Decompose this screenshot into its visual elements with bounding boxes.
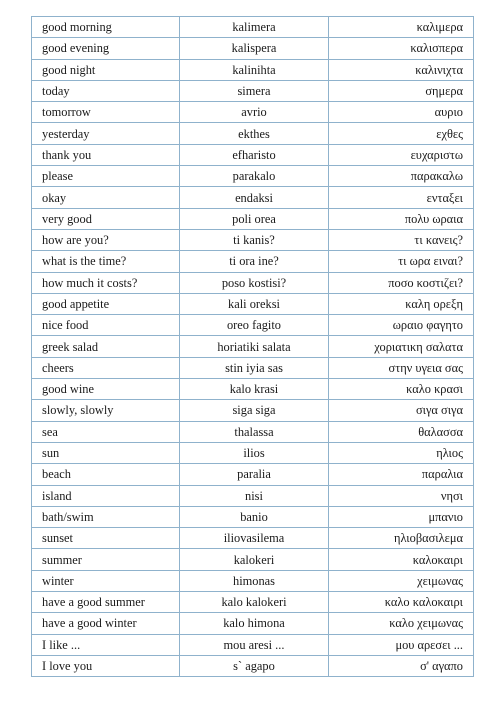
english-phrase-cell: tomorrow — [32, 102, 180, 123]
greek-phrase-cell: αυριο — [329, 102, 474, 123]
greek-phrase-cell: ηλιος — [329, 442, 474, 463]
greek-phrase-cell: χειμωνας — [329, 570, 474, 591]
table-row — [32, 208, 474, 229]
transliteration-cell: siga siga — [180, 400, 329, 421]
greek-phrase-cell: ωραιο φαγητο — [329, 315, 474, 336]
english-phrase-cell: yesterday — [32, 123, 180, 144]
transliteration-cell: kalo krasi — [180, 379, 329, 400]
table-row — [32, 613, 474, 634]
english-phrase-cell: thank you — [32, 144, 180, 165]
table-row — [32, 166, 474, 187]
table-row — [32, 570, 474, 591]
english-phrase-cell: beach — [32, 464, 180, 485]
transliteration-cell: oreo fagito — [180, 315, 329, 336]
transliteration-cell: stin iyia sas — [180, 357, 329, 378]
table-row — [32, 592, 474, 613]
greek-phrase-cell: μου αρεσει ... — [329, 634, 474, 655]
table-row — [32, 293, 474, 314]
transliteration-cell: banio — [180, 506, 329, 527]
phrase-table — [31, 16, 474, 677]
table-row — [32, 655, 474, 676]
greek-phrase-cell: καλη ορεξη — [329, 293, 474, 314]
table-row — [32, 272, 474, 293]
greek-phrase-cell: μπανιο — [329, 506, 474, 527]
table-row — [32, 528, 474, 549]
english-phrase-cell: please — [32, 166, 180, 187]
greek-phrase-cell: στην υγεια σας — [329, 357, 474, 378]
transliteration-cell: nisi — [180, 485, 329, 506]
greek-phrase-cell: ευχαριστω — [329, 144, 474, 165]
english-phrase-cell: I love you — [32, 655, 180, 676]
table-row — [32, 634, 474, 655]
english-phrase-cell: good wine — [32, 379, 180, 400]
greek-phrase-cell: καλο κρασι — [329, 379, 474, 400]
table-row — [32, 379, 474, 400]
transliteration-cell: kalo himona — [180, 613, 329, 634]
table-row — [32, 187, 474, 208]
greek-phrase-cell: τι ωρα ειναι? — [329, 251, 474, 272]
table-row — [32, 485, 474, 506]
transliteration-cell: s` agapo — [180, 655, 329, 676]
english-phrase-cell: how much it costs? — [32, 272, 180, 293]
greek-phrase-cell: ηλιοβασιλεμα — [329, 528, 474, 549]
english-phrase-cell: have a good summer — [32, 592, 180, 613]
transliteration-cell: efharisto — [180, 144, 329, 165]
greek-phrase-cell: θαλασσα — [329, 421, 474, 442]
english-phrase-cell: good night — [32, 59, 180, 80]
english-phrase-cell: how are you? — [32, 229, 180, 250]
table-row — [32, 17, 474, 38]
table-row — [32, 315, 474, 336]
transliteration-cell: ti kanis? — [180, 229, 329, 250]
transliteration-cell: simera — [180, 80, 329, 101]
english-phrase-cell: okay — [32, 187, 180, 208]
greek-phrase-cell: σιγα σιγα — [329, 400, 474, 421]
english-phrase-cell: sea — [32, 421, 180, 442]
table-row — [32, 144, 474, 165]
english-phrase-cell: bath/swim — [32, 506, 180, 527]
table-row — [32, 59, 474, 80]
english-phrase-cell: have a good winter — [32, 613, 180, 634]
table-row — [32, 229, 474, 250]
greek-phrase-cell: καλοκαιρι — [329, 549, 474, 570]
greek-phrase-cell: καλισπερα — [329, 38, 474, 59]
table-row — [32, 506, 474, 527]
english-phrase-cell: cheers — [32, 357, 180, 378]
english-phrase-cell: nice food — [32, 315, 180, 336]
english-phrase-cell: greek salad — [32, 336, 180, 357]
transliteration-cell: kalispera — [180, 38, 329, 59]
transliteration-cell: avrio — [180, 102, 329, 123]
english-phrase-cell: summer — [32, 549, 180, 570]
english-phrase-cell: good morning — [32, 17, 180, 38]
greek-phrase-cell: χοριατικη σαλατα — [329, 336, 474, 357]
transliteration-cell: thalassa — [180, 421, 329, 442]
greek-phrase-cell: τι κανεις? — [329, 229, 474, 250]
greek-phrase-cell: πολυ ωραια — [329, 208, 474, 229]
transliteration-cell: mou aresi ... — [180, 634, 329, 655]
transliteration-cell: himonas — [180, 570, 329, 591]
table-row — [32, 251, 474, 272]
table-row — [32, 400, 474, 421]
english-phrase-cell: sunset — [32, 528, 180, 549]
greek-phrase-cell: εχθες — [329, 123, 474, 144]
phrase-table-body — [32, 17, 474, 677]
table-row — [32, 123, 474, 144]
table-row — [32, 102, 474, 123]
greek-phrase-cell: νησι — [329, 485, 474, 506]
english-phrase-cell: sun — [32, 442, 180, 463]
greek-phrase-cell: ενταξει — [329, 187, 474, 208]
transliteration-cell: ti ora ine? — [180, 251, 329, 272]
english-phrase-cell: slowly, slowly — [32, 400, 180, 421]
transliteration-cell: kali oreksi — [180, 293, 329, 314]
table-row — [32, 357, 474, 378]
greek-phrase-cell: σ' αγαπο — [329, 655, 474, 676]
greek-phrase-cell: παραλια — [329, 464, 474, 485]
transliteration-cell: parakalo — [180, 166, 329, 187]
english-phrase-cell: today — [32, 80, 180, 101]
transliteration-cell: kalo kalokeri — [180, 592, 329, 613]
english-phrase-cell: good evening — [32, 38, 180, 59]
transliteration-cell: poso kostisi? — [180, 272, 329, 293]
english-phrase-cell: I like ... — [32, 634, 180, 655]
transliteration-cell: poli orea — [180, 208, 329, 229]
greek-phrase-cell: καλο χειμωνας — [329, 613, 474, 634]
transliteration-cell: kalinihta — [180, 59, 329, 80]
table-row — [32, 80, 474, 101]
transliteration-cell: iliovasilema — [180, 528, 329, 549]
table-row — [32, 421, 474, 442]
greek-phrase-cell: παρακαλω — [329, 166, 474, 187]
greek-phrase-cell: ποσο κοστιζει? — [329, 272, 474, 293]
greek-phrase-cell: σημερα — [329, 80, 474, 101]
transliteration-cell: ilios — [180, 442, 329, 463]
english-phrase-cell: what is the time? — [32, 251, 180, 272]
transliteration-cell: horiatiki salata — [180, 336, 329, 357]
transliteration-cell: ekthes — [180, 123, 329, 144]
transliteration-cell: paralia — [180, 464, 329, 485]
english-phrase-cell: winter — [32, 570, 180, 591]
english-phrase-cell: good appetite — [32, 293, 180, 314]
english-phrase-cell: island — [32, 485, 180, 506]
table-row — [32, 38, 474, 59]
table-row — [32, 442, 474, 463]
transliteration-cell: kalimera — [180, 17, 329, 38]
transliteration-cell: kalokeri — [180, 549, 329, 570]
greek-phrase-cell: καλιμερα — [329, 17, 474, 38]
greek-phrase-cell: καλινιχτα — [329, 59, 474, 80]
english-phrase-cell: very good — [32, 208, 180, 229]
transliteration-cell: endaksi — [180, 187, 329, 208]
greek-phrase-cell: καλο καλοκαιρι — [329, 592, 474, 613]
table-row — [32, 336, 474, 357]
table-row — [32, 549, 474, 570]
table-row — [32, 464, 474, 485]
